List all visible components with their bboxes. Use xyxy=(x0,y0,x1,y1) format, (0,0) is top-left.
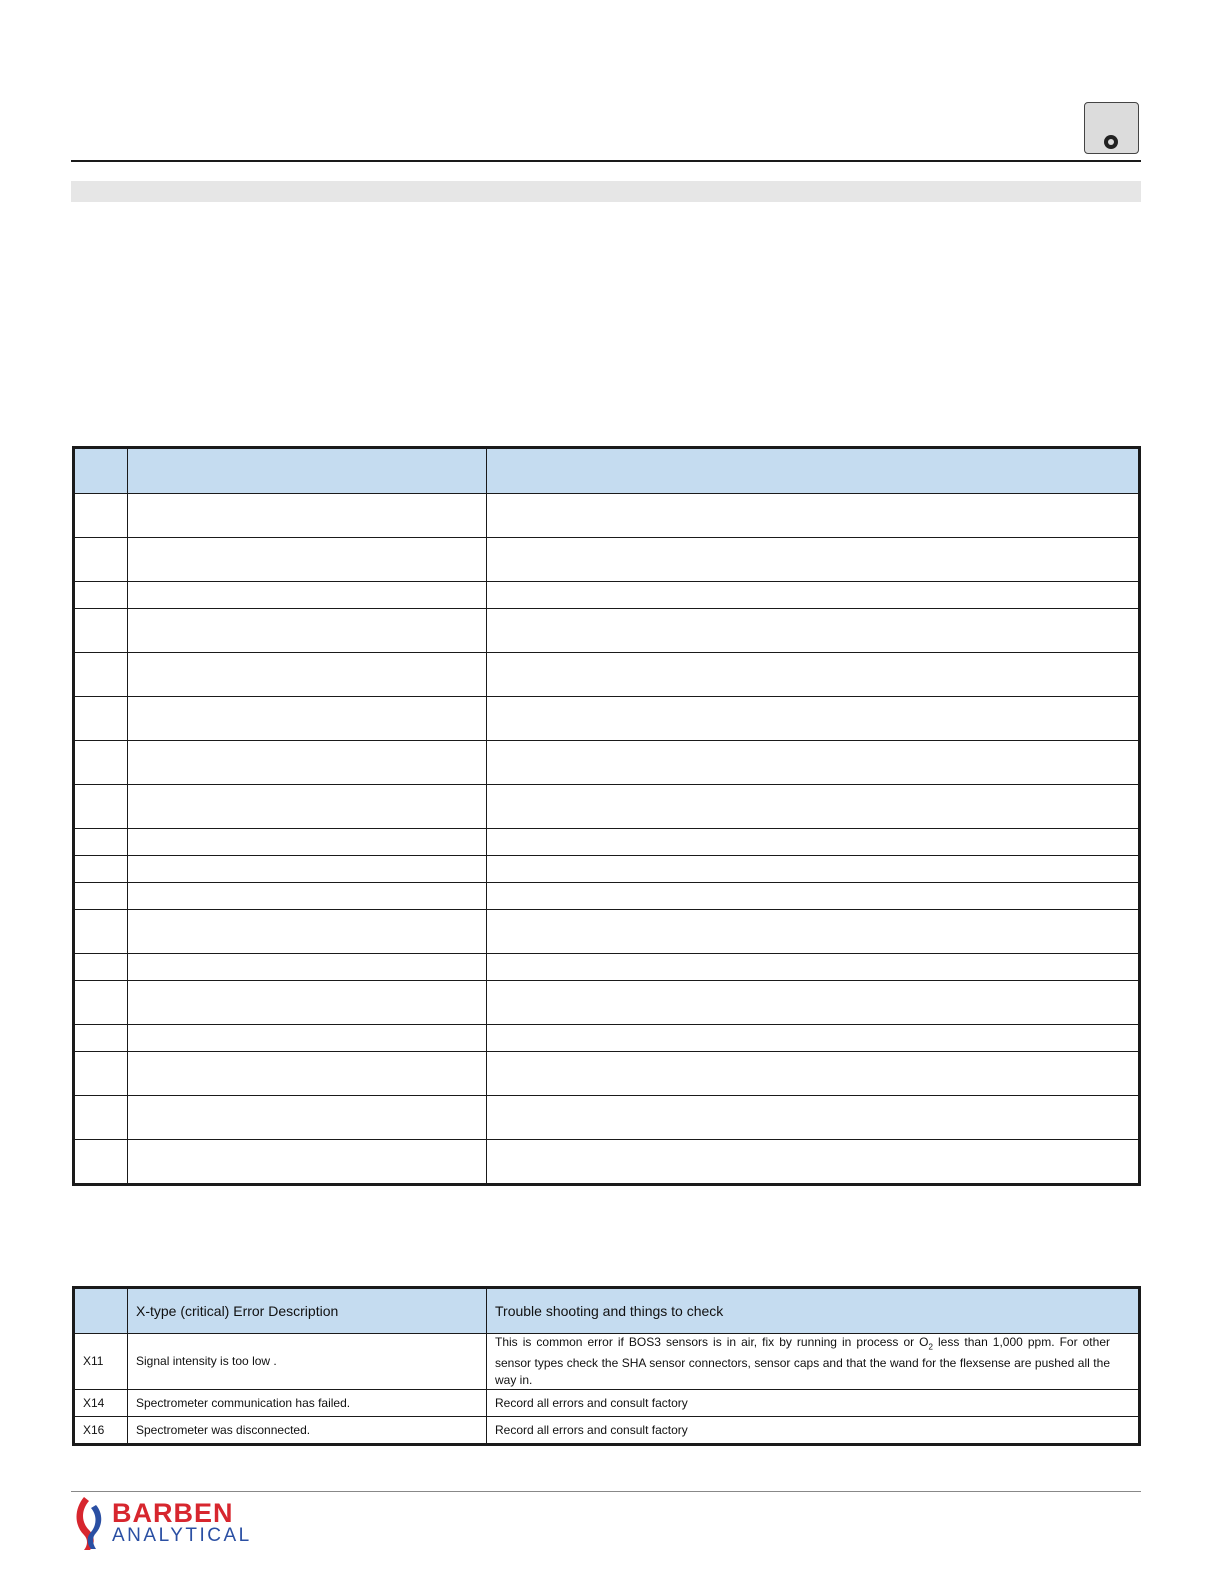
error-description xyxy=(128,1140,487,1185)
error-trouble xyxy=(487,883,1140,910)
error-code: X16 xyxy=(74,1417,128,1445)
table-header-row xyxy=(74,448,1140,494)
error-trouble xyxy=(487,741,1140,785)
barben-logo xyxy=(70,1495,270,1553)
error-trouble: Record all errors and consult factory xyxy=(487,1417,1140,1445)
chapter-tab xyxy=(1084,102,1139,154)
error-description xyxy=(128,609,487,653)
table-row xyxy=(74,883,1140,910)
table-row xyxy=(74,1025,1140,1052)
table-row xyxy=(74,981,1140,1025)
error-description xyxy=(128,538,487,582)
table-row xyxy=(74,494,1140,538)
error-code xyxy=(74,609,128,653)
error-description xyxy=(128,981,487,1025)
error-code xyxy=(74,697,128,741)
table-row xyxy=(74,829,1140,856)
error-trouble xyxy=(487,697,1140,741)
logo-mark-icon xyxy=(70,1495,112,1551)
error-trouble xyxy=(487,1025,1140,1052)
error-code xyxy=(74,741,128,785)
error-description xyxy=(128,856,487,883)
error-description xyxy=(128,741,487,785)
error-table-x-type xyxy=(72,1286,1141,1446)
error-trouble xyxy=(487,856,1140,883)
error-description xyxy=(128,883,487,910)
error-code xyxy=(74,856,128,883)
error-description: Signal intensity is too low . xyxy=(128,1334,487,1390)
footer-rule xyxy=(71,1491,1141,1492)
error-trouble xyxy=(487,1334,1140,1390)
table-body xyxy=(74,494,1140,1185)
error-trouble xyxy=(487,910,1140,954)
error-code xyxy=(74,653,128,697)
error-description xyxy=(128,1096,487,1140)
error-code xyxy=(74,1096,128,1140)
error-code: X14 xyxy=(74,1390,128,1417)
table-row xyxy=(74,741,1140,785)
error-code xyxy=(74,910,128,954)
table-row xyxy=(74,1417,1140,1445)
error-code xyxy=(74,785,128,829)
error-trouble xyxy=(487,538,1140,582)
error-code xyxy=(74,829,128,856)
error-code xyxy=(74,538,128,582)
error-code xyxy=(74,1052,128,1096)
header-trouble xyxy=(487,448,1140,494)
error-trouble: Record all errors and consult factory xyxy=(487,1390,1140,1417)
error-trouble xyxy=(487,1096,1140,1140)
error-trouble xyxy=(487,829,1140,856)
chapter-tab-icon xyxy=(1104,135,1118,149)
error-trouble xyxy=(487,1140,1140,1185)
table-row xyxy=(74,1096,1140,1140)
header-rule xyxy=(71,160,1141,162)
table-row xyxy=(74,785,1140,829)
error-description xyxy=(128,494,487,538)
error-trouble xyxy=(487,1052,1140,1096)
error-code xyxy=(74,1025,128,1052)
header-code xyxy=(74,448,128,494)
error-trouble xyxy=(487,653,1140,697)
error-trouble xyxy=(487,609,1140,653)
header-description: X-type (critical) Error Description xyxy=(128,1288,487,1334)
table-row xyxy=(74,954,1140,981)
error-trouble xyxy=(487,981,1140,1025)
table-row xyxy=(74,1390,1140,1417)
error-description xyxy=(128,1025,487,1052)
error-description: Spectrometer was disconnected. xyxy=(128,1417,487,1445)
error-description: Spectrometer communication has failed. xyxy=(128,1390,487,1417)
error-description xyxy=(128,653,487,697)
error-description xyxy=(128,954,487,981)
error-description xyxy=(128,910,487,954)
error-code xyxy=(74,954,128,981)
error-trouble xyxy=(487,582,1140,609)
error-code xyxy=(74,981,128,1025)
error-code xyxy=(74,582,128,609)
table-row xyxy=(74,856,1140,883)
logo-text-secondary: ANALYTICAL xyxy=(112,1525,252,1546)
table-row xyxy=(74,538,1140,582)
error-code xyxy=(74,883,128,910)
error-description xyxy=(128,785,487,829)
table-body xyxy=(74,1334,1140,1445)
header-trouble: Trouble shooting and things to check xyxy=(487,1288,1140,1334)
header-description xyxy=(128,448,487,494)
table-row xyxy=(74,653,1140,697)
error-code xyxy=(74,1140,128,1185)
table-header-row xyxy=(74,1288,1140,1334)
table-row xyxy=(74,1140,1140,1185)
table-row xyxy=(74,910,1140,954)
error-code: X11 xyxy=(74,1334,128,1390)
table-row xyxy=(74,1334,1140,1390)
error-table-primary xyxy=(72,446,1141,1186)
header-code xyxy=(74,1288,128,1334)
table-row xyxy=(74,582,1140,609)
error-code xyxy=(74,494,128,538)
table-row xyxy=(74,697,1140,741)
error-description xyxy=(128,829,487,856)
error-trouble xyxy=(487,494,1140,538)
table-row xyxy=(74,609,1140,653)
error-description xyxy=(128,697,487,741)
error-trouble xyxy=(487,954,1140,981)
trouble-text-cont: less than 1,000 ppm. For other sensor types check the SHA sensor connectors, sensor caps and that the wand for the flexsense are pushed all the way in. xyxy=(495,1335,1110,1388)
section-title-band xyxy=(71,181,1141,202)
error-trouble xyxy=(487,785,1140,829)
error-description xyxy=(128,582,487,609)
table-row xyxy=(74,1052,1140,1096)
logo-text-primary: BARBEN xyxy=(112,1498,234,1528)
trouble-text: This is common error if BOS3 sensors is in air, fix by running in process or O xyxy=(495,1335,929,1349)
trouble-subscript: 2 xyxy=(928,1342,933,1352)
error-description xyxy=(128,1052,487,1096)
